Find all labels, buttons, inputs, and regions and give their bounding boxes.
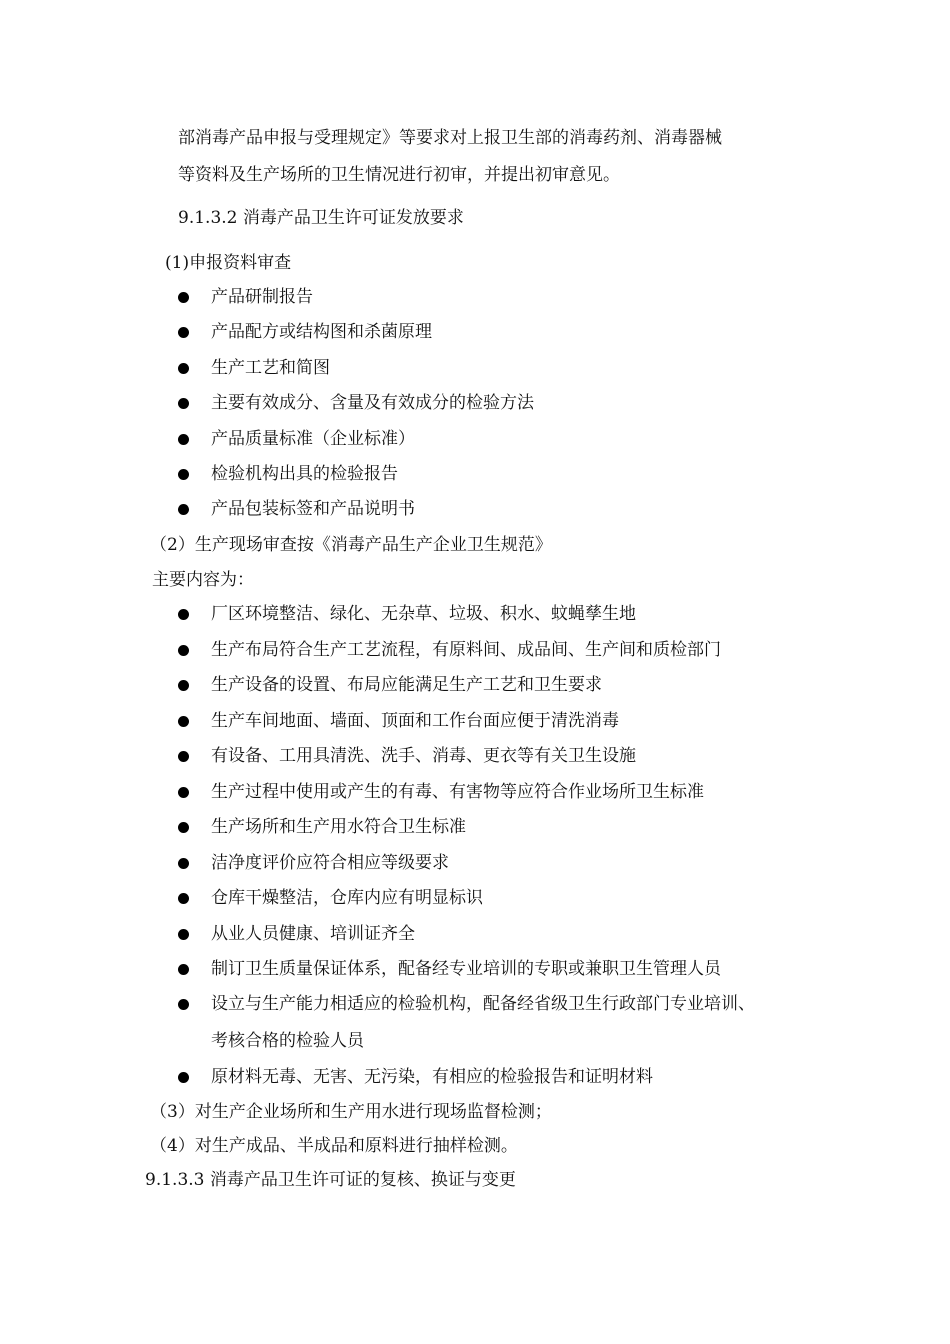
list-item-text: 主要有效成分、含量及有效成分的检验方法 <box>211 393 534 413</box>
bullet-dot-icon <box>178 504 189 515</box>
section-heading-9132: 9.1.3.2 消毒产品卫生许可证发放要求 <box>178 208 464 228</box>
list-item <box>178 781 878 805</box>
list-item-text: 生产场所和生产用水符合卫生标准 <box>211 817 466 837</box>
bullet-dot-icon <box>178 292 189 303</box>
list-item <box>178 463 878 487</box>
list-item-text: 产品研制报告 <box>211 287 313 307</box>
item1-title: (1)申报资料审查 <box>165 253 292 273</box>
bullet-dot-icon <box>178 398 189 409</box>
list-item <box>178 674 878 698</box>
item4-text: （4）对生产成品、半成品和原料进行抽样检测。 <box>150 1136 518 1156</box>
list-item-text: 仓库干燥整洁，仓库内应有明显标识 <box>211 888 483 908</box>
bullet-dot-icon <box>178 434 189 445</box>
item3-text: （3）对生产企业场所和生产用水进行现场监督检测； <box>150 1102 552 1122</box>
intro-line-2: 等资料及生产场所的卫生情况进行初审，并提出初审意见。 <box>178 165 620 185</box>
bullet-dot-icon <box>178 327 189 338</box>
list-item <box>178 321 878 345</box>
list-item <box>178 286 878 310</box>
list-item <box>178 603 878 627</box>
bullet-dot-icon <box>178 716 189 727</box>
bullet-dot-icon <box>178 751 189 762</box>
list-item-text: 产品包装标签和产品说明书 <box>211 499 415 519</box>
list-item <box>178 498 878 522</box>
item2-title: （2）生产现场审查按《消毒产品生产企业卫生规范》 <box>150 535 552 555</box>
bullet-dot-icon <box>178 680 189 691</box>
list-item-text: 洁净度评价应符合相应等级要求 <box>211 853 449 873</box>
list-item <box>178 639 878 663</box>
list-item-text: 制订卫生质量保证体系，配备经专业培训的专职或兼职卫生管理人员 <box>211 959 721 979</box>
list-item-text: 从业人员健康、培训证齐全 <box>211 924 415 944</box>
section-heading-9133: 9.1.3.3 消毒产品卫生许可证的复核、换证与变更 <box>145 1170 516 1190</box>
intro-line-1: 部消毒产品申报与受理规定》等要求对上报卫生部的消毒药剂、消毒器械 <box>178 128 722 148</box>
bullet-dot-icon <box>178 363 189 374</box>
list-item-text: 有设备、工用具清洗、洗手、消毒、更衣等有关卫生设施 <box>211 746 636 766</box>
list-item <box>178 1066 878 1090</box>
list-item <box>178 392 878 416</box>
bullet-dot-icon <box>178 609 189 620</box>
list-item <box>178 852 878 876</box>
bullet-dot-icon <box>178 999 189 1010</box>
list-item-text: 生产工艺和简图 <box>211 358 330 378</box>
bullet-dot-icon <box>178 469 189 480</box>
list-item <box>178 923 878 947</box>
list-item <box>178 887 878 911</box>
item2-subtitle: 主要内容为： <box>152 570 254 590</box>
list-item-text: 检验机构出具的检验报告 <box>211 464 398 484</box>
list-item-text: 生产过程中使用或产生的有毒、有害物等应符合作业场所卫生标准 <box>211 782 704 802</box>
list-item-text: 生产布局符合生产工艺流程，有原料间、成品间、生产间和质检部门 <box>211 640 721 660</box>
bullet-dot-icon <box>178 645 189 656</box>
list-item <box>178 710 878 734</box>
list-item-text: 原材料无毒、无害、无污染，有相应的检验报告和证明材料 <box>211 1067 653 1087</box>
list-item-text: 产品配方或结构图和杀菌原理 <box>211 322 432 342</box>
bullet-dot-icon <box>178 1072 189 1083</box>
bullet-dot-icon <box>178 964 189 975</box>
bullet-dot-icon <box>178 822 189 833</box>
list-item <box>178 993 878 1017</box>
list-item <box>178 816 878 840</box>
list-item-text: 设立与生产能力相适应的检验机构，配备经省级卫生行政部门专业培训、 <box>211 994 755 1014</box>
list-item-text: 生产设备的设置、布局应能满足生产工艺和卫生要求 <box>211 675 602 695</box>
bullet-dot-icon <box>178 929 189 940</box>
bullet-dot-icon <box>178 858 189 869</box>
bullet-dot-icon <box>178 893 189 904</box>
list-item-text: 厂区环境整洁、绿化、无杂草、垃圾、积水、蚊蝇孳生地 <box>211 604 636 624</box>
list-item-continuation: 考核合格的检验人员 <box>211 1031 364 1051</box>
list-item-text: 生产车间地面、墙面、顶面和工作台面应便于清洗消毒 <box>211 711 619 731</box>
bullet-dot-icon <box>178 787 189 798</box>
list-item <box>178 745 878 769</box>
list-item <box>178 357 878 381</box>
list-item <box>178 428 878 452</box>
list-item-text: 产品质量标准（企业标准） <box>211 429 415 449</box>
list-item <box>178 958 878 982</box>
